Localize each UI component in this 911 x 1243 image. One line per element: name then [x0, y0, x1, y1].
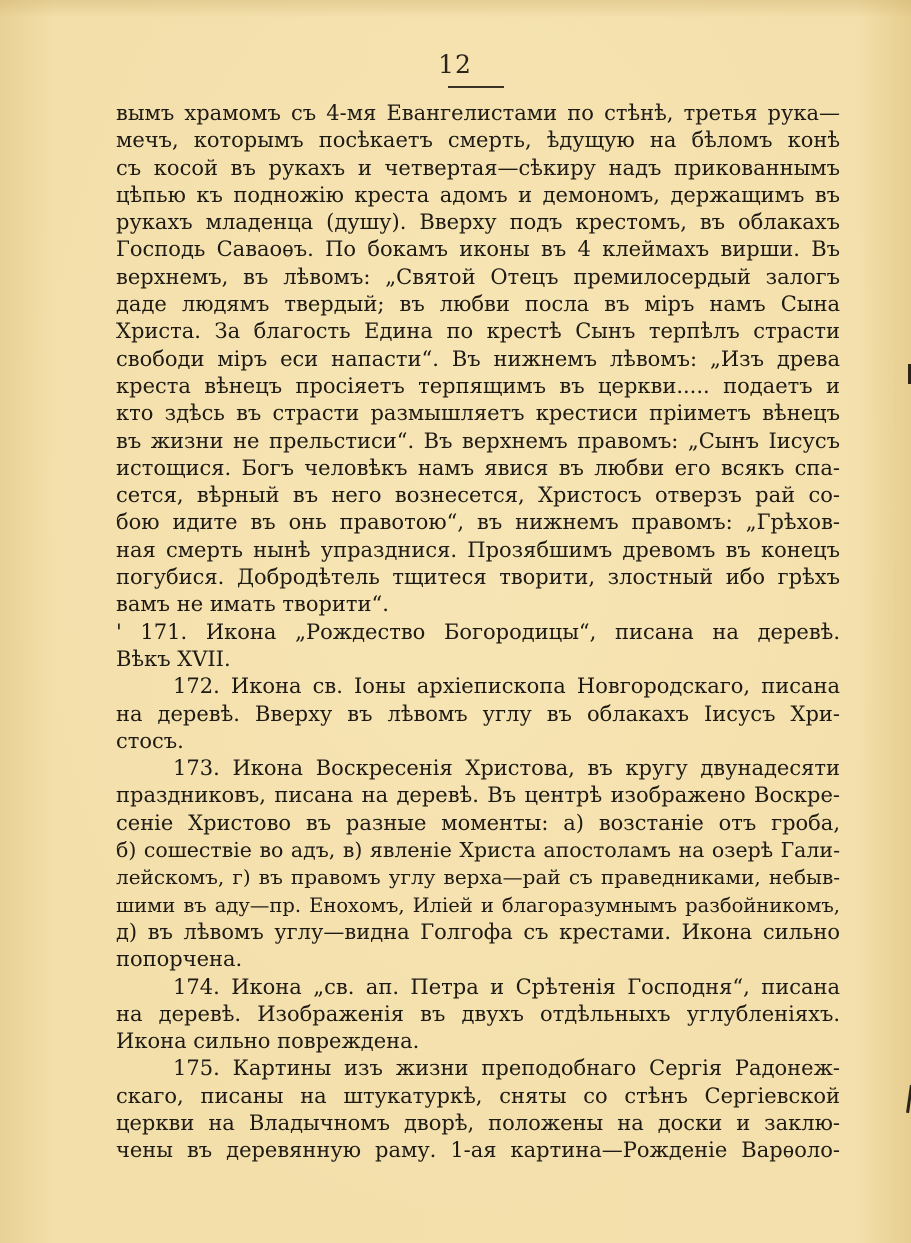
text-line: Вѣкъ XVII.	[116, 646, 231, 671]
text-line: кто здѣсь въ страсти размышляетъ крестиси пріиметъ вѣнецъ	[116, 401, 840, 426]
text-line: праздниковъ, писана на деревѣ. Въ центрѣ изображено Воскре-	[116, 783, 840, 808]
text-line: ' 171. Икона „Рождество Богородицы“, писана на деревѣ.	[116, 619, 840, 644]
text-line: чены въ деревянную раму. 1-ая картина—Рожденіе Варѳоло-	[116, 1138, 840, 1163]
page-number-rule	[448, 86, 504, 88]
text-line: 173. Икона Воскресенія Христова, въ кругу двунадесяти	[173, 756, 840, 781]
text-line: рукахъ младенца (душу). Вверху подъ крестомъ, въ облакахъ	[116, 210, 840, 235]
text-line: вымъ храмомъ съ 4-мя Евангелистами по стѣнѣ, третья рука—	[116, 101, 840, 125]
text-line: съ косой въ рукахъ и четвертая—сѣкиру надъ прикованнымъ	[116, 155, 840, 180]
page-body-text	[116, 100, 840, 1165]
text-line: свободи міръ еси напасти“. Въ нижнемъ лѣвомъ: „Изъ древа	[116, 346, 840, 371]
text-line: цѣпью къ подножію креста адомъ и демономъ, держащимъ въ	[116, 182, 840, 207]
text-line: ная смерть нынѣ упразднися. Прозябшимъ древомъ въ конецъ	[116, 537, 840, 562]
text-line: креста вѣнецъ просіяетъ терпящимъ въ церкви..... подаетъ и	[116, 373, 840, 398]
text-line: даде людямъ твердый; въ любви посла въ міръ намъ Сына	[116, 292, 840, 317]
text-line: въ жизни не прельстиси“. Въ верхнемъ правомъ: „Сынъ Іисусъ	[116, 428, 840, 453]
margin-mark	[906, 1085, 911, 1113]
text-line: Христа. За благость Единa по крестѣ Сынъ терпѣлъ страсти	[116, 319, 840, 344]
text-line: истощися. Богъ человѣкъ намъ явися въ любви его всякъ спа-	[116, 455, 840, 480]
text-line: попорчена.	[116, 947, 243, 972]
text-line: погубися. Добродѣтель тщитеся творити, злостный ибо грѣхъ	[116, 565, 840, 590]
text-line: шими въ аду—пр. Енохомъ, Иліей и благоразумнымъ разбойникомъ,	[116, 893, 840, 917]
text-line: верхнемъ, въ лѣвомъ: „Святой Отецъ премилосердый залогъ	[116, 264, 840, 289]
text-line: мечъ, которымъ посѣкаетъ смерть, ѣдущую на бѣломъ конѣ	[116, 128, 840, 153]
text-line: стосъ.	[116, 728, 184, 753]
text-line: лейскомъ, г) въ правомъ углу верха—рай съ праведниками, небыв-	[116, 865, 840, 890]
text-line: Господь Саваоѳъ. По бокамъ иконы въ 4 клеймахъ вирши. Въ	[116, 237, 840, 262]
page-top-edge	[0, 0, 911, 18]
text-line: д) въ лѣвомъ углу—видна Голгофа съ крестами. Икона сильно	[116, 919, 840, 944]
text-line: скаго, писаны на штукатуркѣ, сняты со стѣнъ Сергіевской	[116, 1083, 840, 1108]
text-line: б) сошествіе во адъ, в) явленіе Христа апостоламъ на озерѣ Гали-	[116, 838, 840, 863]
text-line: церкви на Владычномъ дворѣ, положены на доски и заклю-	[116, 1110, 840, 1135]
text-line: сеніе Христово въ разные моменты: а) возстаніе отъ гроба,	[116, 810, 840, 835]
text-line: на деревѣ. Изображенія въ двухъ отдѣльныхъ углубленіяхъ.	[116, 1001, 840, 1026]
text-line: 174. Икона „св. ап. Петра и Срѣтенія Господня“, писана	[173, 974, 840, 999]
text-line: 172. Икона св. Іоны архіепископа Новгородскаго, писана	[173, 674, 840, 699]
text-line: 175. Картины изъ жизни преподобнаго Сергія Радонеж-	[173, 1056, 840, 1081]
text-line: вамъ не имать творити“.	[116, 592, 389, 617]
text-line: Икона сильно повреждена.	[116, 1029, 420, 1054]
page-number: 12	[438, 50, 472, 79]
text-line: бою идите въ онь правотою“, въ нижнемъ правомъ: „Грѣхов-	[116, 510, 840, 535]
text-line: сется, вѣрный въ него вознесется, Христосъ отверзъ рай со-	[116, 483, 840, 508]
text-line: на деревѣ. Вверху въ лѣвомъ углу въ облакахъ Іисусъ Хри-	[116, 701, 840, 726]
